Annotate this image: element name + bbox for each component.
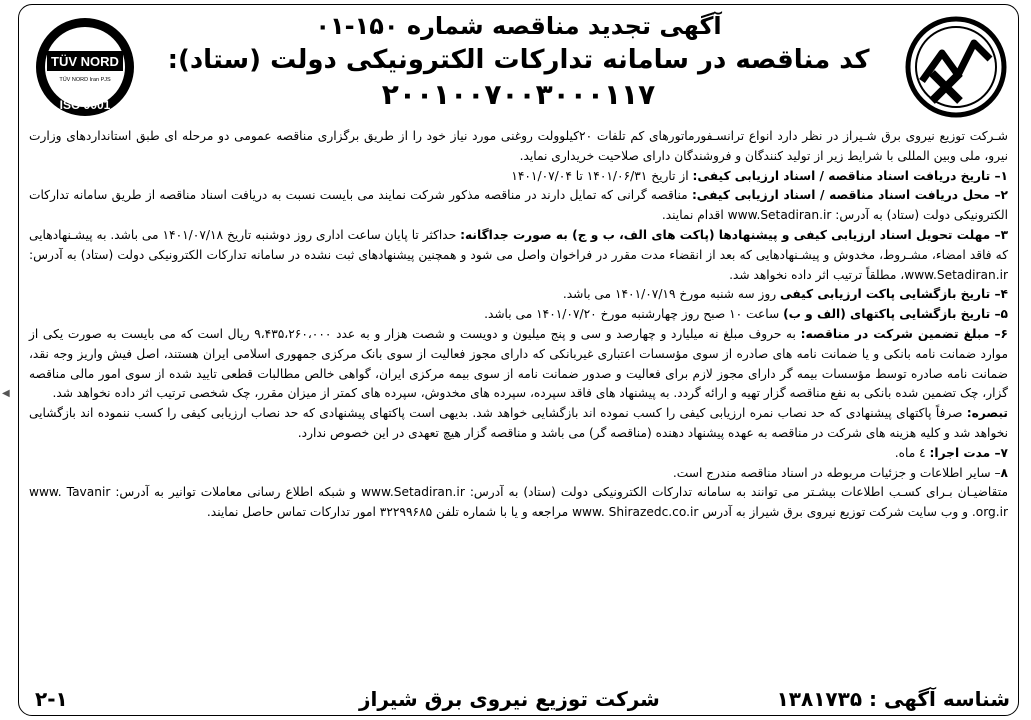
notice-body xyxy=(29,127,1008,523)
item-5-label: ۵– تاریخ بازگشایی پاکتهای (الف و ب) xyxy=(783,307,1008,322)
scroll-left-arrow-icon[interactable]: ◀ xyxy=(2,388,10,399)
note-label: تبصره: xyxy=(966,406,1008,421)
item-3-text: حداکثر تا پایان ساعت اداری روز دوشنبه تاریخ ۱۴۰۱/۰۷/۱۸ می باشد. به پیشـنهادهایی که فاقد امضاء، مشـروط، مخدوش و پیشـنهادهایی که بعد از انقضاء مدت مقرر در فراخوان واصل می شود و همچنین پیشنهادهای ثبت نشده در سامانه تدارکات الکترونیکی دولت (ستاد) به آدرس: www.Setadiran.ir، مطلقاً ترتیب اثر داده نخواهد شد. xyxy=(29,227,1008,282)
item-1-text: از تاریخ ۱۴۰۱/۰۶/۳۱ تا ۱۴۰۱/۰۷/۰۴ xyxy=(511,168,693,183)
item-8-text: – سایر اطلاعات و جزئیات مربوطه در اسناد مناقصه مندرج است. xyxy=(672,465,1001,480)
company-name: شرکت توزیع نیروی برق شیراز xyxy=(359,687,660,711)
notice-frame xyxy=(18,4,1019,716)
intro-paragraph: شـرکت توزیع نیروی برق شـیراز در نظر دارد انواع ترانسـفورماتورهای کم تلفات ۲۰کیلوولت روغنی مورد نیاز خود را از طریق برگزاری مناقصه عمومی دو مرحله ای طبق استانداردهای وزارت نیرو، ملی وبین المللی با شرایط زیر از تولید کنندگان و فروشندگان دارای صلاحیت خریداری نماید. xyxy=(29,129,1009,163)
item-2-text: مناقصه گرانی که تمایل دارند در مناقصه مذکور شرکت نمایند می بایست نسبت به دریافت اسناد مناقصه از طریق سامانه تدارکات الکترونیکی دولت (ستاد) به آدرس: www.Setadiran.ir اقدام نمایند. xyxy=(29,188,1008,223)
contact-paragraph: متقاضیـان بـرای کسـب اطلاعات بیشـتر می توانند به سامانه تدارکات الکترونیکی دولت (ستاد) به آدرس: www.Setadiran.ir و شبکه اطلاع رسانی معاملات توانیر به آدرس: www. Tavanir .org.ir و وب سایت شرکت توزیع نیروی برق شیراز به آدرس www. Shirazedc.co.ir مراجعه و یا با شماره تلفن ۳۲۲۹۹۶۸۵ امور تدارکات تماس حاصل نمایند. xyxy=(29,485,1008,520)
item-1-label: ۱– تاریخ دریافت اسناد مناقصه / اسناد ارزیابی کیفی: xyxy=(692,168,1008,183)
item-7-label: ۷– مدت اجرا: xyxy=(929,445,1008,460)
item-8-label: ۸ xyxy=(1000,465,1008,480)
page-number: ۲-۱ xyxy=(35,687,68,711)
item-1 xyxy=(29,167,1008,187)
item-8 xyxy=(29,464,1008,484)
item-4 xyxy=(29,285,1008,305)
item-5-text: ساعت ۱۰ صبح روز چهارشنبه مورخ ۱۴۰۱/۰۷/۲۰ می باشد. xyxy=(484,307,784,322)
item-6-label: ۶– مبلغ تضمین شرکت در مناقصه: xyxy=(800,326,1008,341)
notice-header xyxy=(19,5,1018,123)
seal-small-text: TÜV NORD Iran PJS xyxy=(59,77,111,83)
item-5 xyxy=(29,305,1008,325)
tender-code: ۲۰۰۱۰۰۷۰۰۳۰۰۰۱۱۷ xyxy=(381,78,656,111)
item-6 xyxy=(29,325,1008,404)
seal-top-text: TÜV NORD xyxy=(51,54,119,69)
item-4-label: ۴– تاریخ بازگشایی پاکت ارزیابی کیفی xyxy=(779,287,1008,302)
ad-identifier: شناسه آگهی : ۱۳۸۱۷۳۵ xyxy=(776,687,1010,711)
iso-certification-seal-icon xyxy=(33,15,137,119)
notice-footer xyxy=(19,681,1018,715)
item-2-label: ۲– محل دریافت اسناد مناقصه / اسناد ارزیابی کیفی: xyxy=(691,188,1008,203)
note xyxy=(29,404,1008,444)
item-6-text: به حروف مبلغ نه میلیارد و چهارصد و سی و پنج میلیون و دویست و شصت هزار و به عدد ۹،۴۳۵،۲۶۰،۰۰۰ ریال است که می بایست به صورت یکی از موارد ضمانت نامه بانکی و یا ضمانت نامه های صادره از سوی مؤسسات اعتباری غیربانکی که دارای مجوز فعالیت از سوی بانک مرکزی جمهوری اسلامی ایران هستند، اصل فیش واریز وجه نقد، ضمانت نامه صادره توسط مؤسسات بیمه گر دارای مجوز لازم برای فعالیت و صدور ضمانت نامه از سوی بیمه مرکزی ایران، گواهی خالص مطالبات قطعی تایید شده از سوی امور مالی مناقصه گزار، چک تضمین شده بانکی به نفع مناقصه گزار تهیه و ارائه گردد. به پیشنهاد های فاقد سپرده، سپرده های مخدوش، سپرده های کمتر از میزان مقرر، چک شخصی ترتیب اثر داده نخواهد شد. xyxy=(29,326,1008,401)
seal-bottom-text: ISO 9001 xyxy=(59,98,111,112)
notice-title: آگهی تجدید مناقصه شماره ۱۵۰-۰۱ xyxy=(315,12,722,40)
item-4-text: روز سه شنبه مورخ ۱۴۰۱/۰۷/۱۹ می باشد. xyxy=(562,287,780,302)
note-text: صرفاً پاکتهای پیشنهادی که حد نصاب نمره ارزیابی کیفی را کسب نموده اند بازگشایی خواهد شد. بدیهی است پاکتهای پیشنهادی که حد نصاب ارزیابی کیفی را کسب ننموده اند بازگشایی نخواهد شد و کلیه هزینه های شرکت در مناقصه به عهده پیشنهاد دهنده (مناقصه گر) می باشد و مناقصه گزار هیچ تعهدی در این خصوص ندارد. xyxy=(29,406,1008,440)
shiraz-electricity-logo-icon xyxy=(902,13,1010,121)
item-7 xyxy=(29,444,1008,464)
item-3-label: ۳– مهلت تحویل اسناد ارزیابی کیفی و پیشنهادها (پاکت های الف، ب و ج) به صورت جداگانه: xyxy=(460,227,1009,242)
item-2 xyxy=(29,186,1008,226)
tender-code-label: کد مناقصه در سامانه تدارکات الکترونیکی دولت (ستاد): xyxy=(167,45,870,75)
item-3 xyxy=(29,226,1008,285)
item-7-text: ٤ ماه. xyxy=(894,445,930,460)
